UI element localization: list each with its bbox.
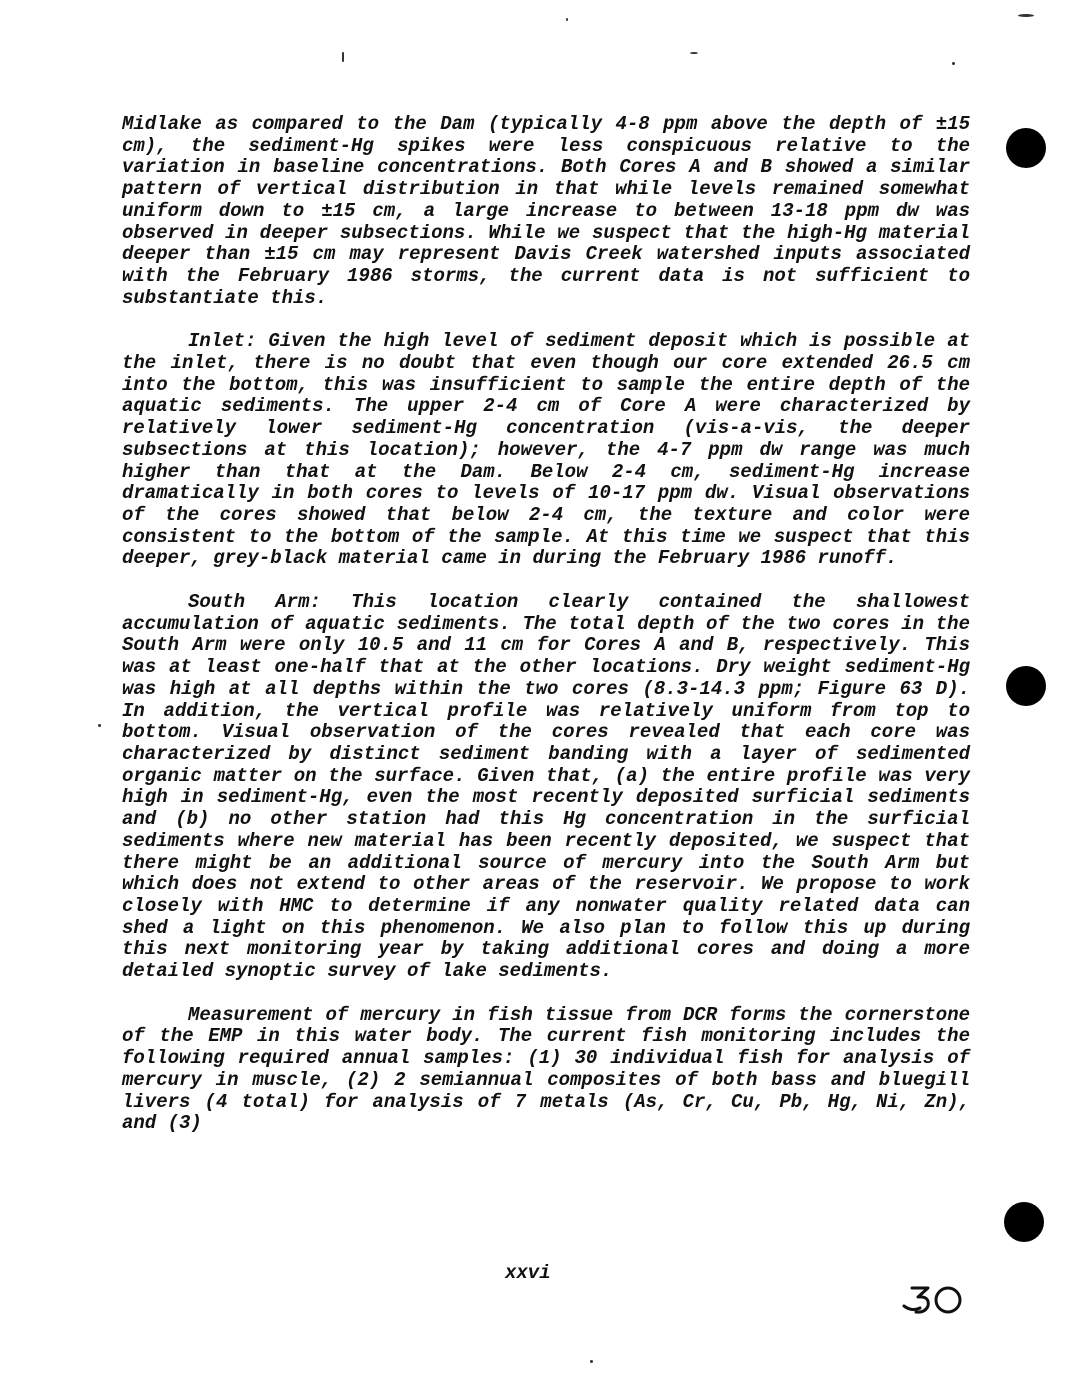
paragraph-south-arm: South Arm: This location clearly contained the shallowest accumulation of aquatic sediments. The total depth of the two cores in the South Arm were only 10.5 and 11 cm for Cores A and B, respectively. This was at least one-half that at the other locations. Dry weight sediment-Hg was high at all depths within the two cores (8.3-14.3 ppm; Figure 63 D). In addition, the vertical profile was relatively uniform from top to bottom. Visual observation of the cores revealed that each core was characterized by distinct sediment banding with a layer of sedimented organic matter on the surface. Given that, (a) the entire profile was very high in sediment-Hg, even the most recently deposited surficial sediments and (b) no other station had this Hg concentration in the surficial sediments where new material has been recently deposited, we suspect that there might be an additional source of mercury into the South Arm but which does not extend to other areas of the reservoir. We propose to work closely with HMC to determine if any nonwater quality related data can shed a light on this phenomenon. We also plan to follow this up during this next monitoring year by taking additional cores and doing a more detailed synoptic survey of lake sediments. (122, 591, 970, 983)
scan-speck (952, 62, 955, 65)
scan-speck (98, 724, 101, 727)
page-number: xxvi (505, 1262, 551, 1284)
scan-speck (690, 52, 698, 54)
binder-hole-middle (1006, 666, 1046, 706)
handwritten-page-number (898, 1282, 970, 1316)
binder-hole-top (1006, 128, 1046, 168)
binder-hole-bottom (1004, 1202, 1044, 1242)
paragraph-inlet: Inlet: Given the high level of sediment deposit which is possible at the inlet, there is no doubt that even though our core extended 26.5 cm into the bottom, this was insufficient to sample the entire depth of the aquatic sediments. The upper 2-4 cm of Core A were characterized by relatively lower sediment-Hg concentration (vis-a-vis, the deeper subsections at this location); however, the 4-7 ppm dw range was much higher than that at the Dam. Below 2-4 cm, sediment-Hg increase dramatically in both cores to levels of 10-17 ppm dw. Visual observations of the cores showed that below 2-4 cm, the texture and color were consistent to the bottom of the sample. At this time we suspect that this deeper, grey-black material came in during the February 1986 runoff. (122, 330, 970, 570)
scan-speck (566, 18, 568, 21)
paragraph-midlake: Midlake as compared to the Dam (typically 4-8 ppm above the depth of ±15 cm), the sediment-Hg spikes were less conspicuous relative to the variation in baseline concentrations. Both Cores A and B showed a similar pattern of vertical distribution in that while levels remained somewhat uniform down to ±15 cm, a large increase to between 13-18 ppm dw was observed in deeper subsections. While we suspect that the high-Hg material deeper than ±15 cm may represent Davis Creek watershed inputs associated with the February 1986 storms, the current data is not sufficient to substantiate this. (122, 113, 970, 309)
body-text (122, 114, 970, 1157)
scan-speck (342, 52, 344, 62)
scan-speck (590, 1360, 593, 1363)
scan-speck (1018, 14, 1034, 17)
paragraph-fish-tissue: Measurement of mercury in fish tissue from DCR forms the cornerstone of the EMP in this water body. The current fish monitoring includes the following required annual samples: (1) 30 individual fish for analysis of mercury in muscle, (2) 2 semiannual composites of both bass and bluegill livers (4 total) for analysis of 7 metals (As, Cr, Cu, Pb, Hg, Ni, Zn), and (3) (122, 1003, 970, 1135)
